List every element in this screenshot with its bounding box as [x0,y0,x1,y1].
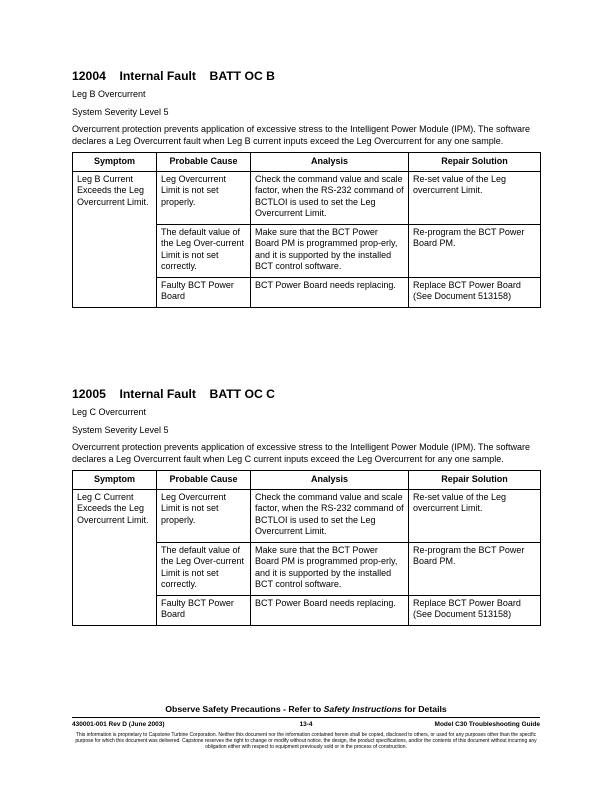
table-header-row [73,471,541,490]
fault-type: Internal Fault [119,387,196,401]
fault-section-12005 [72,386,540,626]
severity-level: System Severity Level 5 [72,107,169,117]
solution-cell: Re-program the BCT Power Board PM. [409,542,541,595]
section-heading [72,68,540,84]
safety-prefix: Observe Safety Precautions - Refer to [165,704,324,714]
fault-table [72,470,541,626]
table-header-row [73,153,541,172]
analysis-cell: BCT Power Board needs replacing. [251,595,409,625]
cause-cell: Leg Overcurrent Limit is not set properly. [157,171,251,224]
solution-cell: Replace BCT Power Board (See Document 513158) [409,595,541,625]
severity-level: System Severity Level 5 [72,425,169,435]
document-number: 430001-001 Rev D (June 2003) [72,721,165,728]
symptom-cell: Leg C Current Exceeds the Leg Overcurrent Limit. [73,489,157,625]
fault-type: Internal Fault [119,69,196,83]
fault-code: 12004 [72,69,106,83]
fault-description: Overcurrent protection prevents application of excessive stress to the Intelligent Power Module (IPM). The software declares a Leg Overcurrent fault when Leg C current inputs exceed the Leg Overcurrent for any one sample. [72,442,531,464]
fault-subtitle: Leg C Overcurrent [72,407,147,417]
fault-code: 12005 [72,387,106,401]
analysis-cell: Check the command value and scale factor, when the RS-232 command of BCTLOI is used to set the Leg Overcurrent Limit. [251,489,409,542]
analysis-cell: BCT Power Board needs replacing. [251,277,409,307]
fault-table [72,152,541,308]
table-row [73,171,541,224]
footer-divider [72,717,540,718]
safety-instructions-reference: Safety Instructions [323,704,402,714]
header-probable-cause: Probable Cause [157,471,251,490]
header-analysis: Analysis [251,153,409,172]
fault-name: BATT OC B [209,69,275,83]
fault-name: BATT OC C [209,387,275,401]
solution-cell: Re-set value of the Leg overcurrent Limit. [409,489,541,542]
guide-title: Model C30 Troubleshooting Guide [434,721,540,728]
cause-cell: Faulty BCT Power Board [157,595,251,625]
header-repair-solution: Repair Solution [409,471,541,490]
cause-cell: Leg Overcurrent Limit is not set properly. [157,489,251,542]
cause-cell: Faulty BCT Power Board [157,277,251,307]
header-symptom: Symptom [73,471,157,490]
solution-cell: Replace BCT Power Board (See Document 513158) [409,277,541,307]
solution-cell: Re-set value of the Leg overcurrent Limit. [409,171,541,224]
legal-notice: This information is proprietary to Capstone Turbine Corporation. Neither this document nor the information contained herein shall be copied, disclosed to others, or used for any purposes other than the specific purpose for which this document was delivered. Capstone reserves the right to change or modify without notice, the design, the product specifications, and/or the contents of this document without incurring any obligation either with respect to equipment previously sold or in the process of construction. [75,732,537,751]
section-heading [72,386,540,402]
safety-suffix: for Details [401,704,447,714]
header-probable-cause: Probable Cause [157,153,251,172]
analysis-cell: Check the command value and scale factor, when the RS-232 command of BCTLOI is used to set the Leg Overcurrent Limit. [251,171,409,224]
footer-info-row [72,720,540,729]
fault-section-12004 [72,68,540,308]
page-number: 13-4 [299,721,313,728]
safety-notice [72,704,540,714]
analysis-cell: Make sure that the BCT Power Board PM is programmed prop-erly, and it is supported by the installed BCT control software. [251,224,409,277]
analysis-cell: Make sure that the BCT Power Board PM is programmed prop-erly, and it is supported by the installed BCT control software. [251,542,409,595]
symptom-cell: Leg B Current Exceeds the Leg Overcurrent Limit. [73,171,157,307]
cause-cell: The default value of the Leg Over-current Limit is not set correctly. [157,224,251,277]
header-analysis: Analysis [251,471,409,490]
solution-cell: Re-program the BCT Power Board PM. [409,224,541,277]
header-repair-solution: Repair Solution [409,153,541,172]
fault-description: Overcurrent protection prevents application of excessive stress to the Intelligent Power Module (IPM). The software declares a Leg Overcurrent fault when Leg B current inputs exceed the Leg Overcurrent for any one sample. [72,124,531,146]
table-row [73,489,541,542]
fault-subtitle: Leg B Overcurrent [72,89,146,99]
cause-cell: The default value of the Leg Over-current Limit is not set correctly. [157,542,251,595]
header-symptom: Symptom [73,153,157,172]
